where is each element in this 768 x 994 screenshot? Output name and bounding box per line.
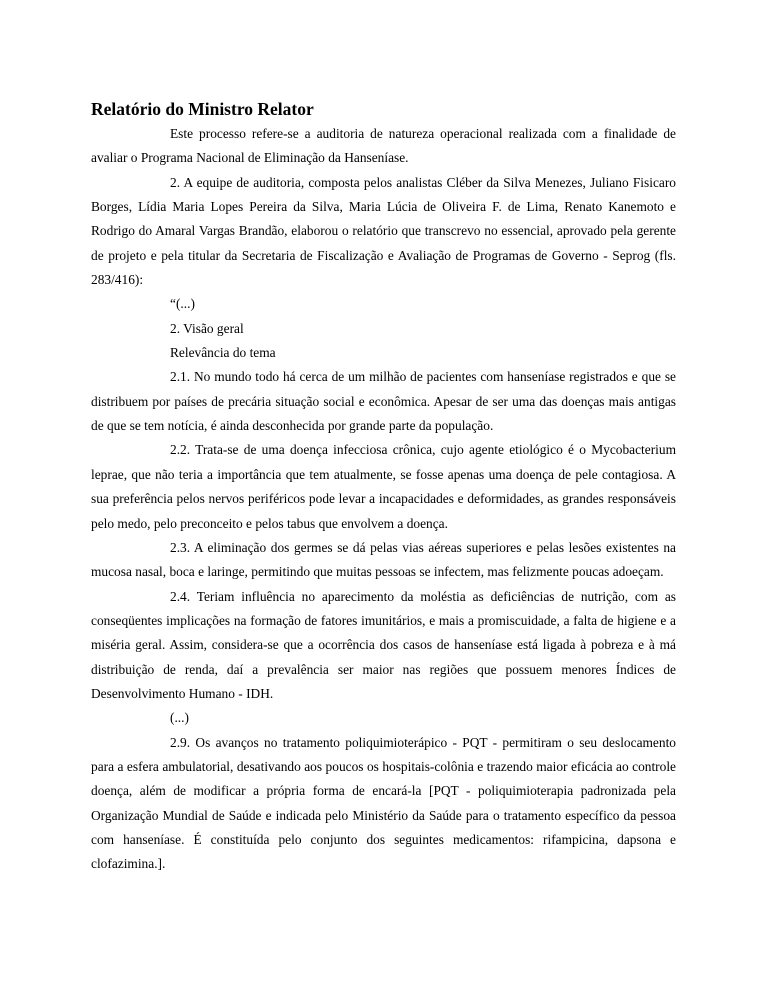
paragraph-2-1: 2.1. No mundo todo há cerca de um milhão de pacientes com hanseníase registrados e que se distribuem por países de precária situação social e econômica. Apesar de ser uma das doenças mais antigas de que se tem notícia, é ainda desconhecida por grande parte da população. xyxy=(91,369,676,434)
ellipsis: (...) xyxy=(170,710,189,726)
document-title: Relatório do Ministro Relator xyxy=(91,99,314,119)
document-page xyxy=(91,97,676,877)
paragraph-2-9: 2.9. Os avanços no tratamento poliquimioterápico - PQT - permitiram o seu deslocamento para a esfera ambulatorial, desativando aos poucos os hospitais-colônia e trazendo maior eficácia ao controle doença, além de modificar a própria forma de encará-la [PQT - poliquimioterapia padronizada pela Organização Mundial de Saúde e indicada pelo Ministério da Saúde para o tratamento específico da pessoa com hanseníase. É constituída pelo conjunto dos seguintes medicamentos: rifampicina, dapsona e clofazimina.]. xyxy=(91,734,676,872)
paragraph-intro: Este processo refere-se a auditoria de natureza operacional realizada com a finalidade de avaliar o Programa Nacional de Eliminação da Hanseníase. xyxy=(91,126,676,166)
paragraph-2: 2. A equipe de auditoria, composta pelos analistas Cléber da Silva Menezes, Juliano Fisicaro Borges, Lídia Maria Lopes Pereira da Silva, Maria Lúcia de Oliveira F. de Lima, Renato Kanemoto e Rodrigo do Amaral Vargas Brandão, elaborou o relatório que transcrevo no essencial, aprovado pela gerente de projeto e pela titular da Secretaria de Fiscalização e Avaliação de Programas de Governo - Seprog (fls. 283/416): xyxy=(91,174,676,288)
subheading-relevancia: Relevância do tema xyxy=(170,345,276,361)
paragraph-2-3: 2.3. A eliminação dos germes se dá pelas vias aéreas superiores e pelas lesões existentes na mucosa nasal, boca e laringe, permitindo que muitas pessoas se infectem, mas felizmente poucas adoeçam. xyxy=(91,539,676,580)
quote-open: “(...) xyxy=(170,296,195,312)
paragraph-2-2: 2.2. Trata-se de uma doença infecciosa crônica, cujo agente etiológico é o Mycobacterium leprae, que não teria a importância que tem atualmente, se fosse apenas uma doença de pele contagiosa. A sua preferência pelos nervos periféricos pode levar a incapacidades e deformidades, as grandes responsáveis pelo medo, pelo preconceito e pelos tabus que envolvem a doença. xyxy=(91,442,676,531)
section-heading-visao-geral: 2. Visão geral xyxy=(170,320,244,336)
paragraph-2-4: 2.4. Teriam influência no aparecimento da moléstia as deficiências de nutrição, com as conseqüentes implicações na formação de fatores imunitários, e mais a promiscuidade, a falta de higiene e a miséria geral. Assim, considera-se que a ocorrência dos casos de hanseníase está ligada à pobreza e à má distribuição de renda, daí a prevalência ser maior nas regiões que possuem menores Índices de Desenvolvimento Humano - IDH. xyxy=(91,588,676,701)
